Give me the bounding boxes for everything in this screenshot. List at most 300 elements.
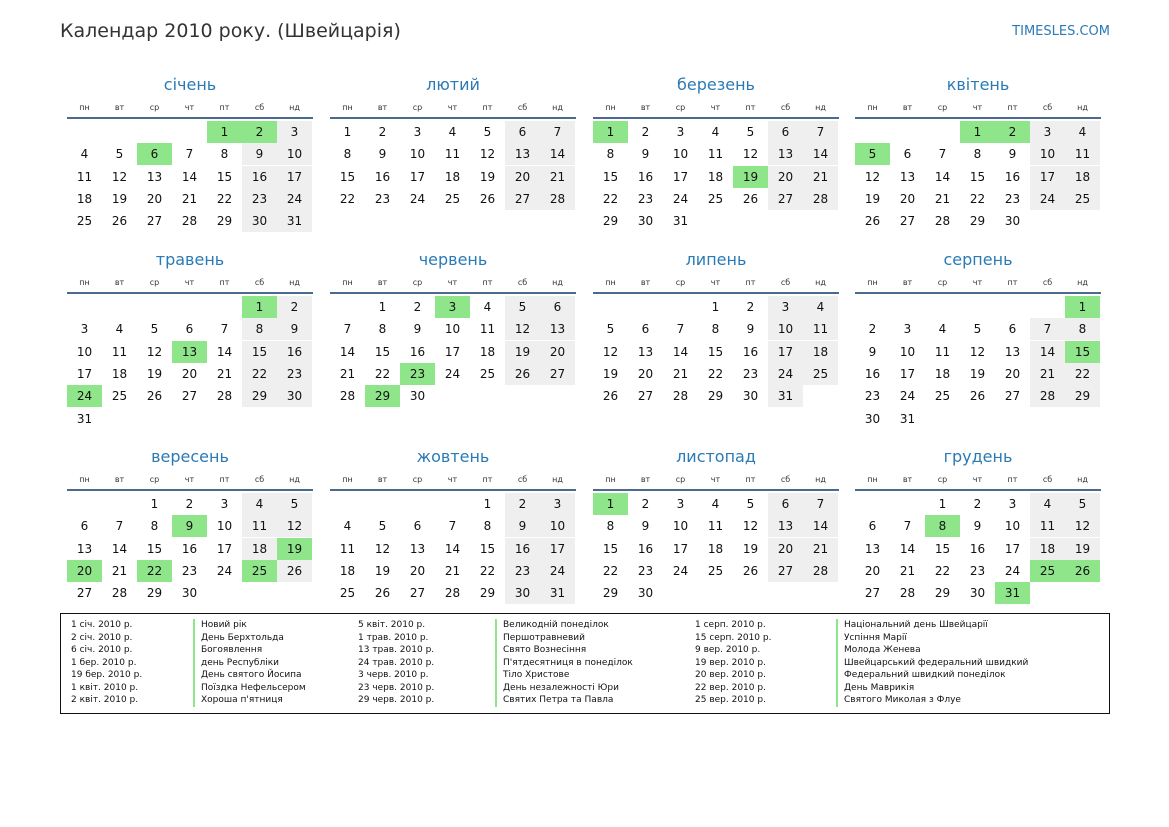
day-cell: 19: [1065, 538, 1100, 560]
day-cell: 4: [343, 519, 352, 534]
day-cell: 12: [505, 318, 540, 340]
day-cell: 26: [111, 214, 128, 229]
weekday-label: вт: [377, 475, 388, 484]
month-name: березень: [677, 75, 755, 94]
day-cell: 25: [444, 191, 461, 206]
day-cell: 9: [973, 519, 982, 534]
day-cell: 7: [540, 121, 575, 143]
weekday-label: чт: [972, 278, 983, 287]
day-cell: 24: [768, 363, 803, 385]
day-cell: 18: [339, 563, 356, 578]
day-cell: 16: [181, 541, 198, 556]
day-cell: 7: [115, 519, 124, 534]
holiday-date: 19 вер. 2010 р.: [695, 657, 766, 668]
day-cell: 27: [864, 586, 881, 601]
day-cell: 6: [768, 493, 803, 515]
holiday-day-cell: 31: [995, 582, 1030, 604]
header-divider: [330, 489, 576, 491]
day-cell: 24: [899, 389, 916, 404]
day-cell: 7: [676, 322, 685, 337]
day-cell: 30: [505, 582, 540, 604]
day-cell: 24: [216, 563, 233, 578]
month-2: [330, 75, 576, 255]
day-cell: 9: [505, 515, 540, 537]
day-cell: 24: [409, 191, 426, 206]
site-link[interactable]: TIMESLES.COM: [1012, 24, 1110, 39]
day-cell: 17: [1004, 541, 1021, 556]
month-name: грудень: [943, 447, 1013, 466]
day-cell: 15: [146, 541, 163, 556]
weekday-label: пт: [745, 475, 756, 484]
holiday-date: 2 січ. 2010 р.: [71, 632, 133, 643]
day-cell: 20: [540, 341, 575, 363]
month-8: [855, 250, 1101, 430]
day-cell: 8: [378, 322, 387, 337]
day-cell: 15: [969, 169, 986, 184]
day-cell: 11: [76, 169, 93, 184]
month-11: [593, 447, 839, 627]
day-cell: 9: [641, 519, 650, 534]
day-cell: 3: [903, 322, 912, 337]
weekday-label: ср: [937, 278, 948, 287]
day-cell: 7: [1030, 318, 1065, 340]
holiday-day-cell: 25: [1030, 560, 1065, 582]
day-cell: 8: [343, 147, 352, 162]
day-cell: 19: [864, 191, 881, 206]
day-cell: 28: [672, 389, 689, 404]
weekday-label: пт: [745, 103, 756, 112]
holiday-day-cell: 15: [1065, 341, 1100, 363]
weekday-label: сб: [780, 278, 791, 287]
day-cell: 21: [934, 191, 951, 206]
day-cell: 2: [868, 322, 877, 337]
holiday-date: 20 вер. 2010 р.: [695, 670, 766, 680]
month-3: [593, 75, 839, 255]
weekday-label: вт: [640, 475, 651, 484]
holiday-name: День Берхтольда: [193, 632, 284, 645]
day-cell: 1: [711, 300, 720, 314]
day-cell: 23: [1004, 191, 1021, 206]
day-cell: 17: [540, 538, 575, 560]
day-cell: 27: [181, 389, 198, 404]
day-cell: 18: [707, 169, 724, 184]
weekday-label: нд: [289, 475, 300, 484]
weekday-label: пт: [1007, 278, 1018, 287]
day-cell: 29: [479, 586, 496, 601]
holiday-day-cell: 3: [435, 296, 470, 318]
day-cell: 1: [150, 497, 159, 511]
day-cell: 3: [413, 125, 422, 139]
day-cell: 4: [711, 125, 720, 139]
weekday-label: ср: [412, 475, 423, 484]
day-cell: 9: [641, 147, 650, 162]
weekday-label: пт: [219, 278, 230, 287]
day-cell: 26: [602, 389, 619, 404]
day-cell: 18: [242, 538, 277, 560]
holiday-name: Першотравневий: [495, 632, 585, 645]
day-cell: 27: [899, 214, 916, 229]
day-cell: 2: [185, 497, 194, 511]
page-title: Календар 2010 року. (Швейцарія): [60, 20, 401, 42]
day-cell: 2: [973, 497, 982, 511]
day-cell: 25: [707, 563, 724, 578]
day-cell: 10: [1030, 143, 1065, 165]
day-cell: 23: [242, 188, 277, 210]
holiday-date: 15 серп. 2010 р.: [695, 632, 772, 643]
weekday-label: пн: [605, 103, 616, 112]
day-cell: 6: [185, 322, 194, 337]
day-cell: 30: [409, 389, 426, 404]
weekday-header: [67, 103, 313, 115]
weekday-label: пн: [867, 278, 878, 287]
holiday-name: Богоявлення: [193, 644, 262, 657]
month-5: [67, 250, 313, 430]
day-cell: 25: [803, 363, 838, 385]
holiday-day-cell: 25: [242, 560, 277, 582]
weekday-label: ср: [149, 103, 160, 112]
day-cell: 27: [76, 586, 93, 601]
day-cell: 3: [277, 121, 312, 143]
day-cell: 13: [637, 344, 654, 359]
holiday-day-cell: 1: [242, 296, 277, 318]
day-cell: 5: [150, 322, 159, 337]
weekday-label: пт: [482, 278, 493, 287]
day-cell: 27: [146, 214, 163, 229]
weekday-label: сб: [780, 103, 791, 112]
day-cell: 14: [1030, 341, 1065, 363]
day-cell: 28: [899, 586, 916, 601]
day-cell: 31: [540, 582, 575, 604]
day-cell: 15: [242, 341, 277, 363]
day-cell: 18: [934, 366, 951, 381]
day-cell: 27: [1004, 389, 1021, 404]
holiday-date: 19 бер. 2010 р.: [71, 670, 143, 680]
day-cell: 23: [864, 389, 881, 404]
day-cell: 16: [637, 169, 654, 184]
weekday-label: пн: [79, 103, 90, 112]
day-cell: 15: [707, 344, 724, 359]
day-cell: 25: [339, 586, 356, 601]
holiday-name: Свято Вознесіння: [495, 644, 586, 657]
holiday-date: 23 черв. 2010 р.: [358, 682, 435, 693]
weekday-label: нд: [815, 475, 826, 484]
day-cell: 20: [768, 538, 803, 560]
day-cell: 4: [115, 322, 124, 337]
day-cell: 11: [707, 147, 724, 162]
day-cell: 14: [339, 344, 356, 359]
day-cell: 12: [1065, 515, 1100, 537]
day-cell: 30: [742, 389, 759, 404]
day-cell: 26: [277, 560, 312, 582]
weekday-header: [330, 475, 576, 487]
day-cell: 12: [602, 344, 619, 359]
day-cell: 11: [707, 519, 724, 534]
day-cell: 15: [602, 169, 619, 184]
day-cell: 23: [969, 563, 986, 578]
holiday-name: П'ятдесятниця в понеділок: [495, 657, 633, 670]
day-cell: 25: [76, 214, 93, 229]
day-cell: 16: [277, 341, 312, 363]
day-cell: 31: [899, 411, 916, 426]
day-cell: 6: [641, 322, 650, 337]
day-cell: 9: [868, 344, 877, 359]
day-cell: 23: [181, 563, 198, 578]
day-cell: 29: [602, 586, 619, 601]
day-cell: 28: [181, 214, 198, 229]
month-name: липень: [685, 250, 747, 269]
day-cell: 12: [864, 169, 881, 184]
weekday-label: вт: [640, 103, 651, 112]
day-cell: 15: [602, 541, 619, 556]
month-12: [855, 447, 1101, 627]
month-name: червень: [418, 250, 488, 269]
month-9: [67, 447, 313, 627]
day-cell: 9: [277, 318, 312, 340]
holiday-day-cell: 1: [1065, 296, 1100, 318]
weekday-header: [330, 278, 576, 290]
day-cell: 19: [479, 169, 496, 184]
weekday-label: нд: [1077, 278, 1088, 287]
weekday-label: ср: [675, 475, 686, 484]
day-cell: 24: [540, 560, 575, 582]
holiday-date: 9 вер. 2010 р.: [695, 645, 761, 655]
month-name: серпень: [943, 250, 1013, 269]
day-cell: 22: [1065, 363, 1100, 385]
day-cell: 4: [80, 147, 89, 162]
weekday-label: сб: [254, 278, 265, 287]
day-cell: 28: [540, 188, 575, 210]
day-cell: 11: [111, 344, 128, 359]
month-4: [855, 75, 1101, 255]
day-cell: 21: [672, 366, 689, 381]
day-cell: 17: [1030, 166, 1065, 188]
weekday-label: пт: [745, 278, 756, 287]
day-cell: 29: [934, 586, 951, 601]
day-cell: 17: [444, 344, 461, 359]
month-name: жовтень: [416, 447, 490, 466]
holiday-date: 1 бер. 2010 р.: [71, 657, 137, 668]
weekday-label: вт: [114, 475, 125, 484]
day-cell: 31: [277, 210, 312, 232]
holiday-date: 5 квіт. 2010 р.: [358, 620, 426, 630]
holiday-day-cell: 26: [1065, 560, 1100, 582]
weekday-label: ср: [412, 103, 423, 112]
day-cell: 24: [277, 188, 312, 210]
holiday-date: 29 черв. 2010 р.: [358, 695, 435, 705]
day-cell: 3: [220, 497, 229, 511]
day-cell: 20: [1004, 366, 1021, 381]
day-cell: 23: [505, 560, 540, 582]
day-cell: 7: [803, 121, 838, 143]
day-cell: 22: [969, 191, 986, 206]
day-cell: 25: [707, 191, 724, 206]
holiday-name: Поїздка Нефельсером: [193, 682, 306, 695]
day-cell: 14: [111, 541, 128, 556]
day-cell: 5: [115, 147, 124, 162]
day-cell: 21: [216, 366, 233, 381]
day-cell: 26: [146, 389, 163, 404]
weekday-label: нд: [289, 278, 300, 287]
day-cell: 13: [409, 541, 426, 556]
day-cell: 16: [409, 344, 426, 359]
weekday-label: чт: [184, 475, 195, 484]
header-divider: [330, 117, 576, 119]
holiday-name: Хороша п'ятниця: [193, 694, 283, 707]
day-cell: 10: [1004, 519, 1021, 534]
holiday-date: 1 серп. 2010 р.: [695, 620, 766, 630]
day-cell: 20: [409, 563, 426, 578]
holiday-list: [60, 613, 1110, 714]
day-cell: 3: [676, 125, 685, 139]
day-cell: 21: [1030, 363, 1065, 385]
holiday-name: Успіння Марії: [836, 632, 907, 645]
day-cell: 4: [711, 497, 720, 511]
day-cell: 17: [672, 541, 689, 556]
month-name: листопад: [676, 447, 756, 466]
holiday-name: Молода Женева: [836, 644, 921, 657]
weekday-label: сб: [254, 103, 265, 112]
weekday-header: [593, 475, 839, 487]
holiday-name: Національний день Швейцарії: [836, 619, 988, 632]
day-cell: 17: [672, 169, 689, 184]
day-cell: 2: [641, 125, 650, 139]
day-cell: 11: [803, 318, 838, 340]
header-divider: [593, 292, 839, 294]
day-cell: 24: [672, 563, 689, 578]
holiday-day-cell: 13: [172, 341, 207, 363]
day-cell: 12: [742, 147, 759, 162]
weekday-label: сб: [1042, 475, 1053, 484]
day-cell: 29: [216, 214, 233, 229]
holiday-date: 2 квіт. 2010 р.: [71, 695, 139, 705]
day-cell: 13: [146, 169, 163, 184]
day-cell: 10: [277, 143, 312, 165]
day-cell: 25: [1065, 188, 1100, 210]
day-cell: 26: [969, 389, 986, 404]
day-cell: 26: [505, 363, 540, 385]
holiday-name: Федеральний швидкий понеділок: [836, 669, 1006, 682]
weekday-label: чт: [710, 475, 721, 484]
day-cell: 12: [742, 519, 759, 534]
day-cell: 27: [505, 188, 540, 210]
holiday-name: Новий рік: [193, 619, 247, 632]
day-cell: 8: [220, 147, 229, 162]
day-cell: 29: [969, 214, 986, 229]
day-cell: 10: [409, 147, 426, 162]
day-cell: 24: [444, 366, 461, 381]
weekday-label: нд: [289, 103, 300, 112]
day-cell: 1: [938, 497, 947, 511]
day-cell: 8: [711, 322, 720, 337]
day-cell: 30: [969, 586, 986, 601]
day-cell: 3: [540, 493, 575, 515]
day-cell: 3: [80, 322, 89, 337]
day-cell: 6: [80, 519, 89, 534]
weekday-label: чт: [184, 103, 195, 112]
holiday-name: Швейцарський федеральний швидкий: [836, 657, 1028, 670]
day-cell: 14: [444, 541, 461, 556]
weekday-label: пт: [1007, 475, 1018, 484]
weekday-label: вт: [114, 103, 125, 112]
day-cell: 29: [707, 389, 724, 404]
day-cell: 14: [899, 541, 916, 556]
day-cell: 14: [540, 143, 575, 165]
day-cell: 26: [374, 586, 391, 601]
day-cell: 25: [111, 389, 128, 404]
day-cell: 27: [768, 560, 803, 582]
day-cell: 31: [76, 411, 93, 426]
weekday-label: вт: [902, 103, 913, 112]
holiday-name: Святого Миколая з Флуе: [836, 694, 961, 707]
weekday-label: ср: [149, 475, 160, 484]
weekday-label: сб: [254, 475, 265, 484]
day-cell: 23: [374, 191, 391, 206]
holiday-day-cell: 6: [137, 143, 172, 165]
day-cell: 4: [448, 125, 457, 139]
holiday-name: День святого Йосипа: [193, 669, 302, 682]
day-cell: 2: [413, 300, 422, 314]
day-cell: 20: [146, 191, 163, 206]
day-cell: 10: [768, 318, 803, 340]
day-cell: 8: [606, 519, 615, 534]
day-cell: 5: [746, 497, 755, 511]
weekday-label: пн: [605, 278, 616, 287]
day-cell: 22: [374, 366, 391, 381]
month-6: [330, 250, 576, 430]
day-cell: 28: [803, 188, 838, 210]
day-cell: 10: [444, 322, 461, 337]
weekday-label: пн: [79, 278, 90, 287]
weekday-label: вт: [377, 103, 388, 112]
day-cell: 25: [934, 389, 951, 404]
day-cell: 10: [672, 147, 689, 162]
weekday-label: нд: [552, 103, 563, 112]
day-cell: 21: [899, 563, 916, 578]
holiday-name: день Республіки: [193, 657, 279, 670]
day-cell: 30: [864, 411, 881, 426]
holiday-day-cell: 1: [593, 121, 628, 143]
day-cell: 18: [1065, 166, 1100, 188]
header-divider: [855, 117, 1101, 119]
day-cell: 19: [742, 541, 759, 556]
day-cell: 5: [277, 493, 312, 515]
holiday-day-cell: 1: [960, 121, 995, 143]
day-cell: 30: [181, 586, 198, 601]
day-cell: 22: [479, 563, 496, 578]
holiday-day-cell: 29: [365, 385, 400, 407]
day-cell: 21: [803, 538, 838, 560]
weekday-label: ср: [149, 278, 160, 287]
day-cell: 28: [339, 389, 356, 404]
day-cell: 24: [1004, 563, 1021, 578]
weekday-label: ср: [937, 103, 948, 112]
day-cell: 30: [277, 385, 312, 407]
day-cell: 16: [864, 366, 881, 381]
day-cell: 19: [969, 366, 986, 381]
weekday-label: ср: [675, 103, 686, 112]
day-cell: 12: [111, 169, 128, 184]
weekday-label: сб: [1042, 278, 1053, 287]
day-cell: 16: [1004, 169, 1021, 184]
day-cell: 7: [903, 519, 912, 534]
day-cell: 8: [606, 147, 615, 162]
day-cell: 14: [934, 169, 951, 184]
day-cell: 13: [768, 143, 803, 165]
weekday-label: ср: [937, 475, 948, 484]
day-cell: 23: [742, 366, 759, 381]
weekday-label: нд: [1077, 475, 1088, 484]
day-cell: 24: [672, 191, 689, 206]
